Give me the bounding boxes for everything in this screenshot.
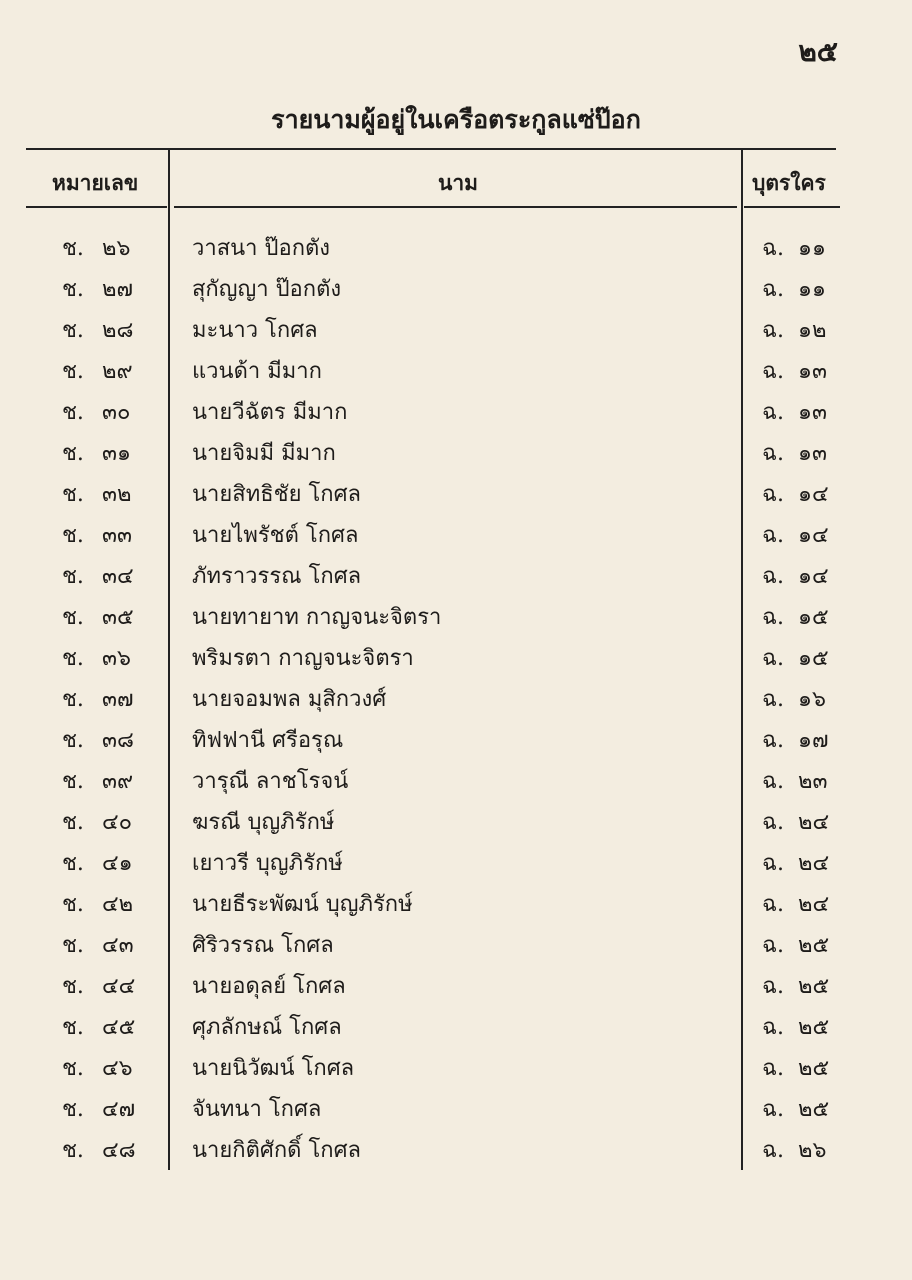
- row-child-prefix: ฉ.: [762, 523, 784, 548]
- row-number: ๓๒: [102, 482, 132, 507]
- table-row: [0, 468, 912, 509]
- row-child-prefix: ฉ.: [762, 974, 784, 999]
- table-row: [0, 263, 912, 304]
- table-body: [0, 222, 912, 1165]
- row-child-number: ๒๕: [798, 1097, 830, 1122]
- table-row: [0, 1001, 912, 1042]
- row-name: นายสิทธิชัย โกศล: [192, 482, 362, 507]
- row-child-number: ๑๕: [798, 605, 829, 630]
- row-child-prefix: ฉ.: [762, 1056, 784, 1081]
- table-row: [0, 673, 912, 714]
- row-child-number: ๒๔: [798, 851, 830, 876]
- row-number: ๒๖: [102, 236, 131, 261]
- row-number: ๔๗: [102, 1097, 136, 1122]
- table-row: [0, 304, 912, 345]
- row-name: ภัทราวรรณ โกศล: [192, 564, 362, 589]
- table-row: [0, 550, 912, 591]
- row-prefix: ช.: [62, 1015, 84, 1040]
- row-prefix: ช.: [62, 482, 84, 507]
- row-child-number: ๑๖: [798, 687, 826, 712]
- row-number: ๔๐: [102, 810, 133, 835]
- row-child-prefix: ฉ.: [762, 359, 784, 384]
- row-child-prefix: ฉ.: [762, 1097, 784, 1122]
- row-number: ๔๕: [102, 1015, 136, 1040]
- table-row: [0, 632, 912, 673]
- table-row: [0, 796, 912, 837]
- row-prefix: ช.: [62, 441, 84, 466]
- row-name: นายไพรัชต์ โกศล: [192, 523, 359, 548]
- row-name: นายนิวัฒน์ โกศล: [192, 1056, 355, 1081]
- row-child-number: ๑๓: [798, 441, 828, 466]
- row-child-prefix: ฉ.: [762, 1138, 784, 1163]
- row-name: เยาวรี บุญภิรักษ์: [192, 851, 343, 876]
- row-child-prefix: ฉ.: [762, 1015, 784, 1040]
- row-child-prefix: ฉ.: [762, 851, 784, 876]
- row-child-number: ๑๓: [798, 400, 828, 425]
- row-number: ๒๘: [102, 318, 134, 343]
- table-top-rule: [26, 148, 836, 150]
- row-child-prefix: ฉ.: [762, 892, 784, 917]
- row-number: ๓๕: [102, 605, 134, 630]
- table-row: [0, 427, 912, 468]
- row-child-prefix: ฉ.: [762, 687, 784, 712]
- column-header-child-of: บุตรใคร: [752, 171, 826, 195]
- row-prefix: ช.: [62, 728, 84, 753]
- row-child-number: ๑๔: [798, 482, 829, 507]
- table-row: [0, 509, 912, 550]
- table-row: [0, 222, 912, 263]
- table-row: [0, 1124, 912, 1165]
- row-child-number: ๒๓: [798, 769, 828, 794]
- table-row: [0, 837, 912, 878]
- row-name: จันทนา โกศล: [192, 1097, 322, 1122]
- header-rule-child-of: [744, 206, 840, 208]
- row-number: ๔๑: [102, 851, 133, 876]
- row-prefix: ช.: [62, 687, 84, 712]
- table-row: [0, 386, 912, 427]
- row-name: สุกัญญา ป๊อกตัง: [192, 277, 342, 302]
- row-child-number: ๒๕: [798, 1015, 830, 1040]
- row-number: ๔๘: [102, 1138, 136, 1163]
- row-name: ทิฟฟานี ศรีอรุณ: [192, 728, 344, 753]
- row-child-number: ๑๕: [798, 646, 829, 671]
- row-child-prefix: ฉ.: [762, 933, 784, 958]
- table-row: [0, 960, 912, 1001]
- table-row: [0, 919, 912, 960]
- page-number: ๒๕: [798, 35, 838, 68]
- row-number: ๓๖: [102, 646, 132, 671]
- row-prefix: ช.: [62, 810, 84, 835]
- row-child-prefix: ฉ.: [762, 400, 784, 425]
- row-prefix: ช.: [62, 605, 84, 630]
- row-prefix: ช.: [62, 564, 84, 589]
- row-child-prefix: ฉ.: [762, 564, 784, 589]
- row-child-number: ๑๑: [798, 236, 826, 261]
- table-row: [0, 755, 912, 796]
- row-child-number: ๑๑: [798, 277, 826, 302]
- row-name: ศิริวรรณ โกศล: [192, 933, 334, 958]
- row-prefix: ช.: [62, 277, 84, 302]
- row-number: ๔๒: [102, 892, 134, 917]
- row-child-prefix: ฉ.: [762, 318, 784, 343]
- row-prefix: ช.: [62, 892, 84, 917]
- row-prefix: ช.: [62, 1056, 84, 1081]
- row-prefix: ช.: [62, 1097, 84, 1122]
- row-number: ๓๗: [102, 687, 134, 712]
- table-row: [0, 714, 912, 755]
- row-name: พริมรตา กาญจนะจิตรา: [192, 646, 414, 671]
- row-number: ๓๐: [102, 400, 131, 425]
- row-number: ๒๙: [102, 359, 133, 384]
- row-name: นายอดุลย์ โกศล: [192, 974, 346, 999]
- row-child-prefix: ฉ.: [762, 441, 784, 466]
- row-child-prefix: ฉ.: [762, 236, 784, 261]
- row-child-number: ๑๔: [798, 564, 829, 589]
- row-prefix: ช.: [62, 1138, 84, 1163]
- row-prefix: ช.: [62, 851, 84, 876]
- row-prefix: ช.: [62, 236, 84, 261]
- column-header-name: นาม: [438, 171, 478, 195]
- row-prefix: ช.: [62, 769, 84, 794]
- row-name: วาสนา ป๊อกตัง: [192, 236, 331, 261]
- row-child-number: ๒๕: [798, 1056, 830, 1081]
- row-name: นายธีระพัฒน์ บุญภิรักษ์: [192, 892, 413, 917]
- row-child-prefix: ฉ.: [762, 482, 784, 507]
- row-name: นายกิติศักดิ์ โกศล: [192, 1138, 362, 1163]
- row-name: นายจิมมี มีมาก: [192, 441, 336, 466]
- row-prefix: ช.: [62, 974, 84, 999]
- row-name: มะนาว โกศล: [192, 318, 318, 343]
- row-child-prefix: ฉ.: [762, 646, 784, 671]
- row-child-prefix: ฉ.: [762, 277, 784, 302]
- row-child-number: ๒๔: [798, 810, 830, 835]
- row-number: ๓๙: [102, 769, 134, 794]
- table-row: [0, 1083, 912, 1124]
- row-child-prefix: ฉ.: [762, 728, 784, 753]
- row-child-number: ๒๖: [798, 1138, 827, 1163]
- row-name: แวนด้า มีมาก: [192, 359, 322, 384]
- column-header-number: หมายเลข: [52, 171, 139, 195]
- row-number: ๔๖: [102, 1056, 133, 1081]
- table-row: [0, 591, 912, 632]
- row-prefix: ช.: [62, 523, 84, 548]
- row-name: ศุภลักษณ์ โกศล: [192, 1015, 342, 1040]
- row-child-number: ๒๕: [798, 974, 830, 999]
- row-number: ๔๔: [102, 974, 136, 999]
- row-number: ๓๘: [102, 728, 135, 753]
- row-number: ๓๓: [102, 523, 133, 548]
- row-child-number: ๑๗: [798, 728, 829, 753]
- row-child-prefix: ฉ.: [762, 769, 784, 794]
- row-child-prefix: ฉ.: [762, 605, 784, 630]
- row-child-number: ๑๔: [798, 523, 829, 548]
- row-number: ๓๑: [102, 441, 132, 466]
- header-rule-number: [26, 206, 167, 208]
- row-prefix: ช.: [62, 400, 84, 425]
- row-number: ๓๔: [102, 564, 134, 589]
- table-row: [0, 1042, 912, 1083]
- row-name: วารุณี ลาชโรจน์: [192, 769, 349, 794]
- row-name: ฆรณี บุญภิรักษ์: [192, 810, 335, 835]
- row-prefix: ช.: [62, 933, 84, 958]
- row-name: นายจอมพล มุสิกวงศ์: [192, 687, 387, 712]
- row-child-number: ๒๕: [798, 933, 830, 958]
- row-name: นายวีฉัตร มีมาก: [192, 400, 348, 425]
- row-number: ๒๗: [102, 277, 134, 302]
- row-name: นายทายาท กาญจนะจิตรา: [192, 605, 442, 630]
- row-prefix: ช.: [62, 359, 84, 384]
- row-child-number: ๑๒: [798, 318, 827, 343]
- table-row: [0, 878, 912, 919]
- row-prefix: ช.: [62, 646, 84, 671]
- page-title: รายนามผู้อยู่ในเครือตระกูลแซ่ป๊อก: [271, 105, 641, 134]
- table-row: [0, 345, 912, 386]
- row-number: ๔๓: [102, 933, 134, 958]
- header-rule-name: [174, 206, 737, 208]
- row-child-number: ๑๓: [798, 359, 828, 384]
- row-child-prefix: ฉ.: [762, 810, 784, 835]
- row-prefix: ช.: [62, 318, 84, 343]
- row-child-number: ๒๔: [798, 892, 830, 917]
